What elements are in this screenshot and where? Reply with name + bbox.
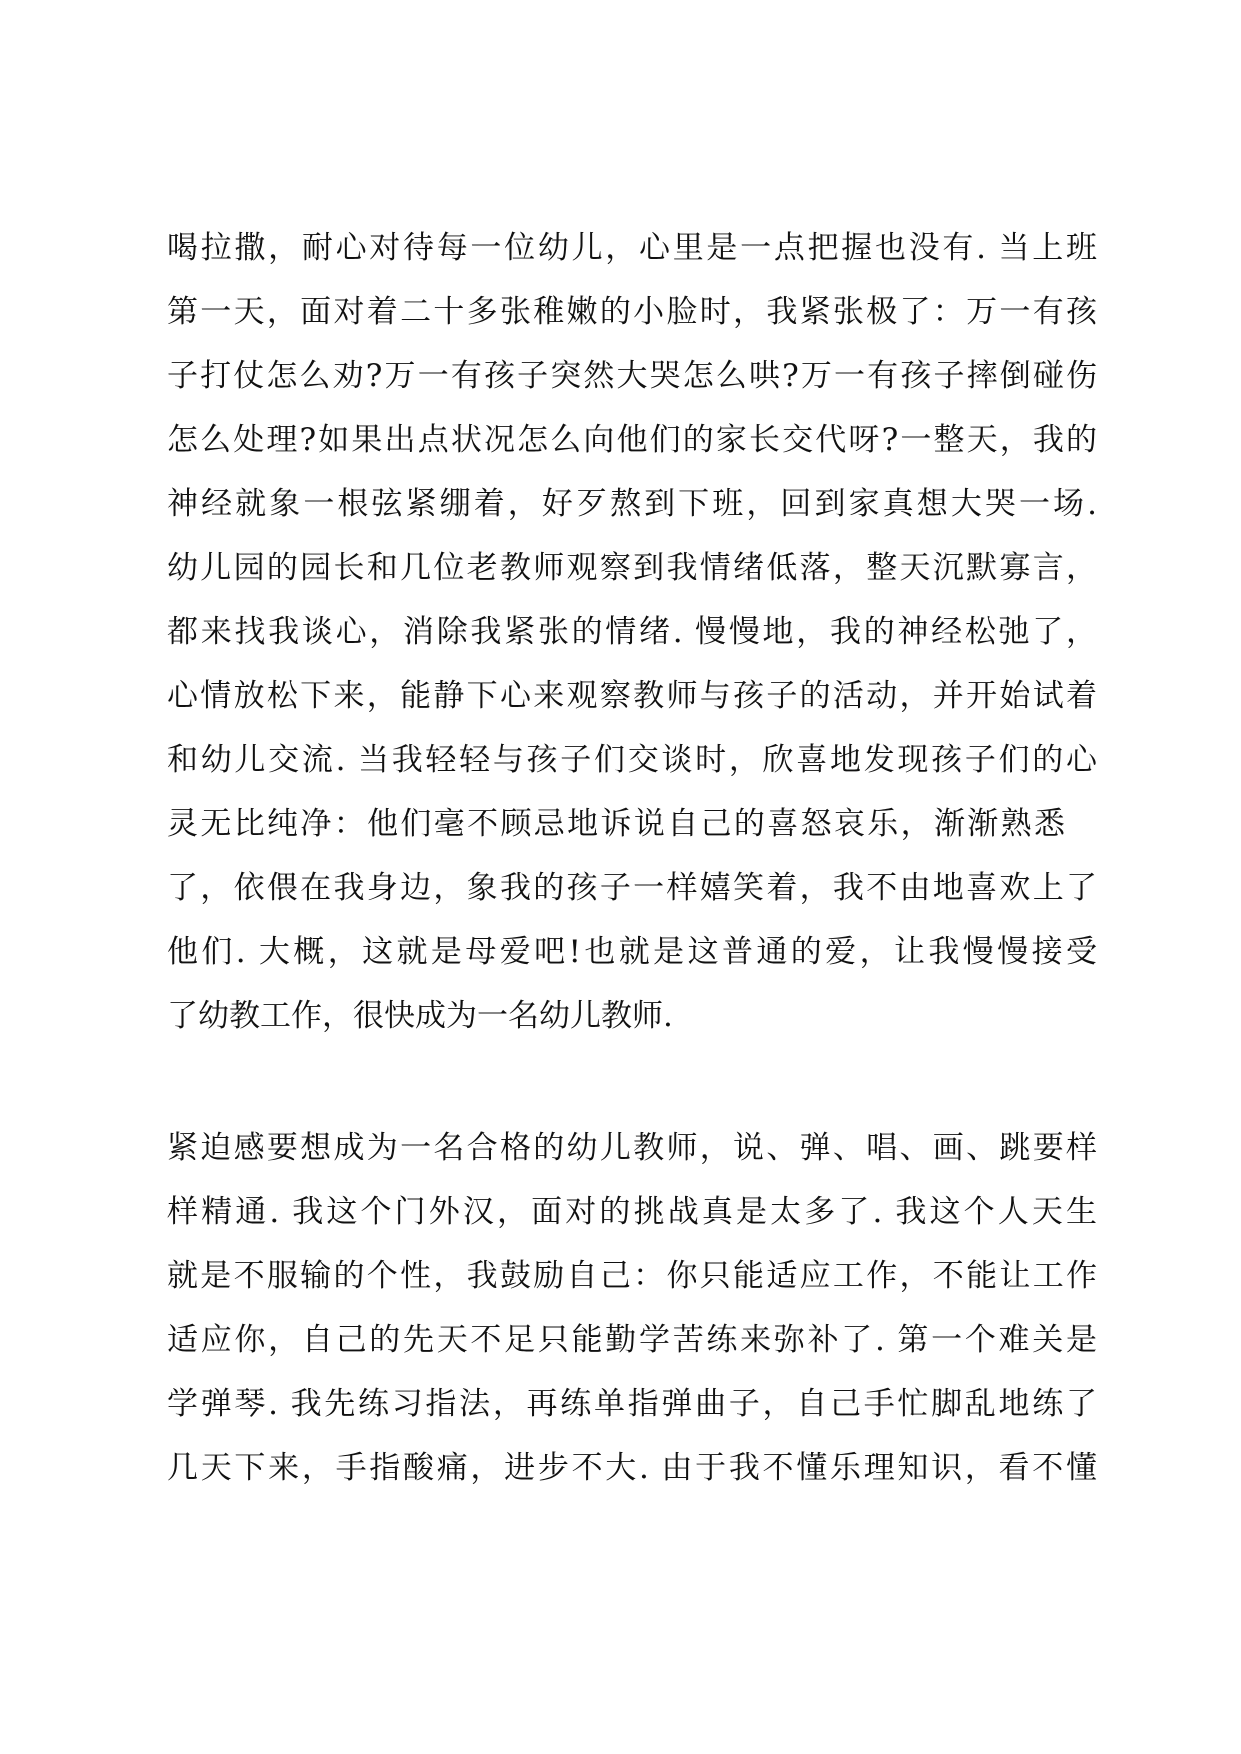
paragraph-1-line-12: 他们. 大概，这就是母爱吧!也就是这普通的爱，让我慢慢接受 — [167, 934, 1097, 970]
paragraph-2-line-3: 就是不服输的个性，我鼓励自己：你只能适应工作，不能让工作 — [167, 1258, 1097, 1294]
paragraph-2-line-6: 几天下来，手指酸痛，进步不大. 由于我不懂乐理知识，看不懂 — [167, 1450, 1097, 1486]
paragraph-1-line-9: 和幼儿交流. 当我轻轻与孩子们交谈时，欣喜地发现孩子们的心 — [167, 742, 1097, 778]
paragraph-1-line-2: 第一天，面对着二十多张稚嫩的小脸时，我紧张极了：万一有孩 — [167, 294, 1097, 330]
paragraph-1-line-13: 了幼教工作，很快成为一名幼儿教师. — [167, 998, 673, 1034]
paragraph-1-line-5: 神经就象一根弦紧绷着，好歹熬到下班，回到家真想大哭一场. — [167, 486, 1097, 522]
paragraph-1-line-4: 怎么处理?如果出点状况怎么向他们的家长交代呀?一整天，我的 — [167, 422, 1097, 458]
paragraph-2-line-5: 学弹琴. 我先练习指法，再练单指弹曲子，自己手忙脚乱地练了 — [167, 1386, 1097, 1422]
paragraph-2-line-1: 紧迫感要想成为一名合格的幼儿教师，说、弹、唱、画、跳要样 — [167, 1130, 1097, 1166]
paragraph-1-line-7: 都来找我谈心，消除我紧张的情绪. 慢慢地，我的神经松弛了， — [167, 614, 1097, 650]
paragraph-2-line-2: 样精通. 我这个门外汉，面对的挑战真是太多了. 我这个人天生 — [167, 1194, 1097, 1230]
paragraph-1-line-1: 喝拉撒，耐心对待每一位幼儿，心里是一点把握也没有. 当上班 — [167, 230, 1097, 266]
paragraph-1-line-6: 幼儿园的园长和几位老教师观察到我情绪低落，整天沉默寡言， — [167, 550, 1097, 586]
paragraph-1-line-3: 子打仗怎么劝?万一有孩子突然大哭怎么哄?万一有孩子摔倒碰伤 — [167, 358, 1097, 394]
paragraph-1-line-8: 心情放松下来，能静下心来观察教师与孩子的活动，并开始试着 — [167, 678, 1097, 714]
paragraph-1-line-11: 了，依偎在我身边，象我的孩子一样嬉笑着，我不由地喜欢上了 — [167, 870, 1097, 906]
paragraph-2-line-4: 适应你，自己的先天不足只能勤学苦练来弥补了. 第一个难关是 — [167, 1322, 1097, 1358]
paragraph-1-line-10: 灵无比纯净：他们毫不顾忌地诉说自己的喜怒哀乐，渐渐熟悉 — [167, 806, 1065, 842]
